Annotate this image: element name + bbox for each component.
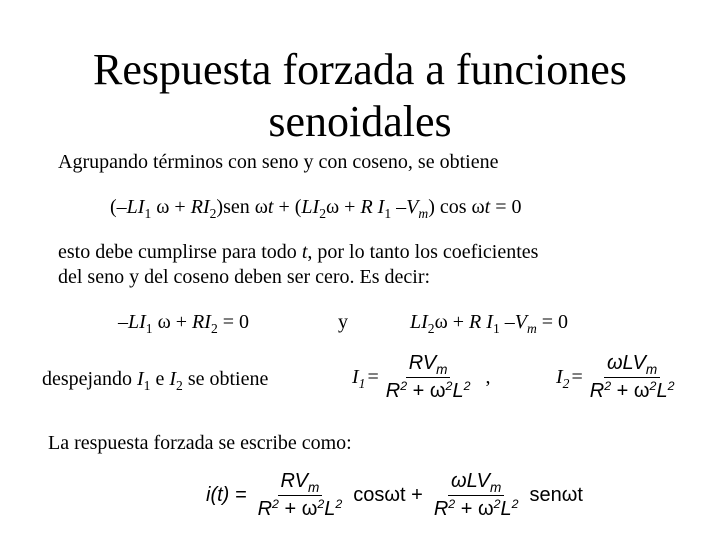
fraction-numerator — [448, 470, 504, 496]
eq2-part: ω + — [152, 311, 193, 333]
conclusion-text: La respuesta forzada se escribe como: — [48, 432, 352, 454]
eq1-V: V — [406, 196, 419, 218]
eq1-L: L — [126, 196, 138, 218]
eq2-LI: LI — [410, 311, 428, 333]
equation-sin-coef — [118, 310, 249, 334]
fraction-numerator — [406, 352, 451, 378]
den-sup: 2 — [400, 379, 408, 394]
despejando-sub: 2 — [176, 377, 183, 393]
despejando-part: se obtiene — [182, 368, 269, 390]
eq2-V: V — [514, 311, 527, 333]
eq1-part: + ( — [273, 196, 302, 218]
den-sup: 2 — [511, 497, 519, 512]
den-sup: 2 — [448, 497, 456, 512]
paragraph-text: esto debe cumplirse para todo — [58, 241, 302, 263]
eq1-sub: m — [418, 205, 429, 221]
formula-lhs-sub: 1 — [358, 375, 366, 391]
num-sub: m — [645, 361, 658, 377]
formula-lhs — [556, 366, 569, 389]
num-sub: m — [307, 479, 320, 495]
equation-cos-coef — [410, 310, 568, 334]
formula-I2 — [556, 352, 681, 403]
eq1-R: R — [360, 196, 373, 218]
den-text: + ω — [455, 498, 494, 520]
den-text: R — [589, 380, 605, 402]
eq1-sub: 1 — [144, 205, 152, 221]
eq1-part: ω + — [151, 196, 191, 218]
despejando-I: I — [136, 368, 144, 390]
den-text: L — [452, 380, 464, 402]
num-text: ωLV — [451, 470, 490, 492]
despejando-sub: 1 — [143, 377, 151, 393]
eq2-sub: 2 — [427, 320, 435, 336]
final-lhs: i(t) = — [206, 484, 247, 506]
eq2-part: = 0 — [217, 311, 250, 333]
fraction — [383, 352, 474, 403]
final-tail: senωt — [529, 484, 583, 506]
despejando-I: I — [169, 368, 177, 390]
fraction — [255, 470, 346, 521]
num-text: RV — [408, 352, 437, 374]
eq1-I: I — [312, 196, 320, 218]
den-text: + ω — [407, 380, 446, 402]
num-sub: m — [489, 479, 502, 495]
final-mid: cosωt + — [353, 484, 423, 506]
den-text: L — [500, 498, 512, 520]
den-text: + ω — [611, 380, 650, 402]
eq1-t: t — [267, 196, 274, 218]
fraction-denominator — [587, 378, 678, 403]
den-sup: 2 — [649, 379, 657, 394]
formula-lhs-var: I — [352, 366, 359, 388]
eq1-part: ) cos ω — [428, 196, 485, 218]
eq1-sub: 2 — [209, 205, 217, 221]
formula-I1 — [352, 352, 490, 403]
formula-lhs-var: I — [556, 366, 563, 388]
equals-sign: = — [367, 366, 379, 388]
eq2-RI: R I — [469, 311, 493, 333]
despejando-part: e — [150, 368, 170, 390]
eq1-sub: 1 — [384, 205, 392, 221]
paragraph-line1 — [58, 240, 538, 264]
fraction-denominator — [431, 496, 522, 521]
fraction-denominator — [383, 378, 474, 403]
den-text: L — [324, 498, 336, 520]
eq2-LI: LI — [128, 311, 146, 333]
eq1-part: – — [391, 196, 407, 218]
eq1-I: I — [377, 196, 385, 218]
final-formula — [206, 470, 583, 521]
fraction — [587, 352, 678, 403]
eq2-sub: 2 — [210, 320, 218, 336]
eq2-RI: RI — [192, 311, 211, 333]
den-sup: 2 — [463, 379, 471, 394]
comma: , — [485, 366, 491, 388]
slide-title-line1: Respuesta forzada a funciones — [93, 45, 627, 94]
eq1-sub: 2 — [319, 205, 326, 221]
eq1-t: t — [484, 196, 491, 218]
despejando-text — [42, 367, 268, 391]
equals-sign: = — [571, 366, 583, 388]
den-text: L — [656, 380, 668, 402]
den-text: R — [433, 498, 449, 520]
formula-lhs-sub: 2 — [562, 375, 570, 391]
den-sup: 2 — [445, 379, 453, 394]
eq2-sub: 1 — [145, 320, 153, 336]
paragraph-text: , por lo tanto los coeficientes — [307, 241, 539, 263]
num-text: ωLV — [606, 352, 646, 374]
num-sub: m — [436, 361, 448, 377]
den-sup: 2 — [493, 497, 501, 512]
eq2-part: – — [499, 311, 515, 333]
conjunction-y: y — [338, 311, 348, 333]
eq1-part: (– — [110, 196, 127, 218]
den-sup: 2 — [604, 379, 612, 394]
fraction-numerator — [604, 352, 660, 378]
intro-text: Agrupando términos con seno y con coseno, se obtiene — [58, 151, 499, 173]
fraction-numerator — [278, 470, 323, 496]
eq1-part: )sen ω — [216, 196, 268, 218]
eq1-L: L — [301, 196, 313, 218]
eq2-part: ω + — [434, 311, 470, 333]
eq1-part: = 0 — [490, 196, 522, 218]
fraction-denominator — [255, 496, 346, 521]
den-sup: 2 — [335, 497, 343, 512]
eq2-sub: m — [526, 320, 537, 336]
eq1-part: ω + — [326, 196, 361, 218]
despejando-part: despejando — [42, 368, 137, 390]
den-text: + ω — [278, 498, 318, 520]
eq1-I: I — [137, 196, 145, 218]
den-text: R — [385, 380, 401, 402]
fraction — [431, 470, 522, 521]
eq1-I: I — [202, 196, 210, 218]
eq2-sub: 1 — [492, 320, 500, 336]
paragraph-line2: del seno y del coseno deben ser cero. Es decir: — [58, 266, 431, 288]
eq2-part: – — [118, 311, 128, 333]
equation-combined — [110, 195, 522, 219]
den-sup: 2 — [317, 497, 325, 512]
slide-title-line2: senoidales — [268, 97, 452, 146]
den-text: R — [257, 498, 273, 520]
den-sup: 2 — [667, 379, 675, 394]
paragraph-t: t — [301, 241, 308, 263]
eq1-R: R — [190, 196, 203, 218]
eq2-part: = 0 — [536, 311, 569, 333]
formula-lhs — [352, 366, 365, 389]
den-sup: 2 — [272, 497, 279, 512]
num-text: RV — [280, 470, 308, 492]
